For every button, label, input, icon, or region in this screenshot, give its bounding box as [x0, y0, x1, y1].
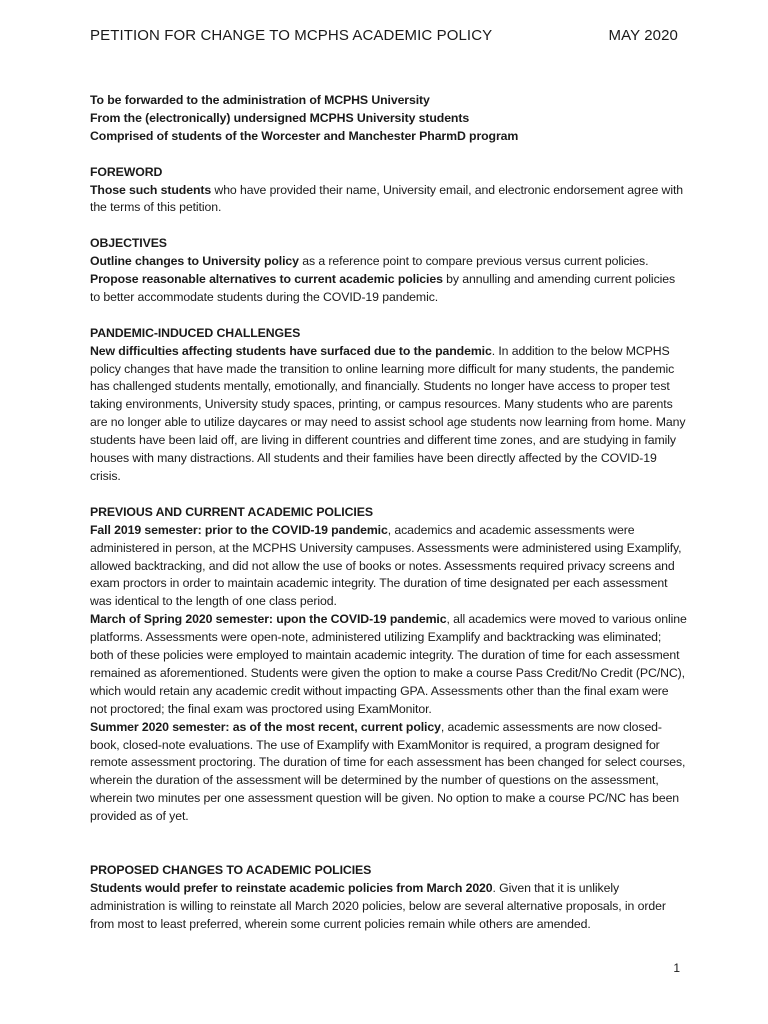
paragraph — [90, 343, 688, 486]
section-heading: PREVIOUS AND CURRENT ACADEMIC POLICIES — [90, 504, 373, 519]
section-heading: PROPOSED CHANGES TO ACADEMIC POLICIES — [90, 862, 372, 877]
section-heading: OBJECTIVES — [90, 236, 167, 251]
paragraph-lead: Those such students — [90, 182, 212, 197]
paragraph-lead: Summer 2020 semester: as of the most recent, current policy — [90, 719, 441, 734]
section-heading: FOREWORD — [90, 164, 163, 179]
paragraph — [90, 271, 688, 307]
document-body — [90, 92, 688, 934]
intro-line: To be forwarded to the administration of MCPHS University — [90, 93, 430, 107]
document-title: PETITION FOR CHANGE TO MCPHS ACADEMIC POLICY — [90, 27, 493, 44]
paragraph — [90, 880, 688, 934]
paragraph-lead: New difficulties affecting students have surfaced due to the pandemic — [90, 343, 492, 358]
section-objectives — [90, 235, 688, 307]
paragraph-text: as a reference point to compare previous versus current policies. — [298, 254, 649, 269]
section-heading: PANDEMIC-INDUCED CHALLENGES — [90, 325, 301, 340]
paragraph-text: . Given that it is unlikely administration is willing to reinstate all March 2020 policies, below are several alternative proposals, in order from most to least preferred, wherein some current policies remain while others are amended. — [90, 880, 666, 931]
paragraph-lead: March of Spring 2020 semester: upon the COVID-19 pandemic — [90, 612, 447, 627]
section-challenges — [90, 325, 688, 486]
paragraph-lead: Students would prefer to reinstate academic policies from March 2020 — [90, 880, 493, 895]
document-date: MAY 2020 — [608, 27, 678, 44]
paragraph-text: by annulling and amending current policies to better accommodate students during the COVID-19 pandemic. — [90, 272, 676, 304]
intro-line: Comprised of students of the Worcester and Manchester PharmD program — [90, 128, 519, 143]
paragraph-text: . In addition to the below MCPHS policy changes that have made the transition to online learning more difficult for many students, the pandemic has challenged students mentally, emotionally, and financially. Students no longer have access to proper test taking environments, University study spaces, printing, or campus resources. Many students who are parents are no longer able to utilize daycares or may need to assist school age students now learning from home. Many students have been laid off, are living in different countries and different time zones, and are studying in family houses with many distractions. All students and their families have been directly affected by the COVID-19 crisis. — [90, 343, 686, 483]
paragraph — [90, 253, 688, 271]
page-header — [90, 27, 678, 49]
intro-block — [90, 92, 688, 146]
paragraph-text: who have provided their name, University email, and electronic endorsement agree with the terms of this petition. — [90, 182, 684, 215]
paragraph — [90, 611, 688, 718]
paragraph-text: , academic assessments are now closed-book, closed-note evaluations. The use of Examplify with ExamMonitor is required, a program designed for remote assessment proctoring. The duration of time for each assessment has been changed for select courses, wherein the duration of the assessment will be determined by the number of questions on the assessment, wherein two minutes per one assessment question will be given. No option to make a course PC/NC has been provided as of yet. — [90, 719, 686, 824]
paragraph-text: , all academics were moved to various online platforms. Assessments were open-note, administered utilizing Examplify and backtracking was eliminated; both of these policies were employed to maintain academic integrity. The duration of time for each assessment remained as aforementioned. Students were given the option to make a course Pass Credit/No Credit (PC/NC), which would retain any academic credit without impacting GPA. Assessments other than the final exam were not proctored; the final exam was proctored using ExamMonitor. — [90, 612, 687, 716]
paragraph-lead: Fall 2019 semester: prior to the COVID-19 pandemic — [90, 522, 388, 537]
paragraph-text: , academics and academic assessments were administered in person, at the MCPHS University campuses. Assessments were administered using Examplify, allowed backtracking, and did not allow the use of books or notes. Assessments required privacy screens and exam proctors in order to maintain academic integrity. The duration of time designated per each assessment was identical to the length of one class period. — [90, 522, 682, 609]
paragraph-lead: Propose reasonable alternatives to current academic policies — [90, 272, 443, 287]
paragraph — [90, 719, 688, 826]
section-proposed — [90, 862, 688, 934]
paragraph — [90, 182, 688, 218]
page-number: 1 — [673, 961, 680, 975]
section-policies — [90, 504, 688, 826]
paragraph-lead: Outline changes to University policy — [90, 254, 299, 269]
intro-line: From the (electronically) undersigned MCPHS University students — [90, 110, 470, 125]
section-foreword — [90, 164, 688, 218]
paragraph — [90, 522, 688, 612]
